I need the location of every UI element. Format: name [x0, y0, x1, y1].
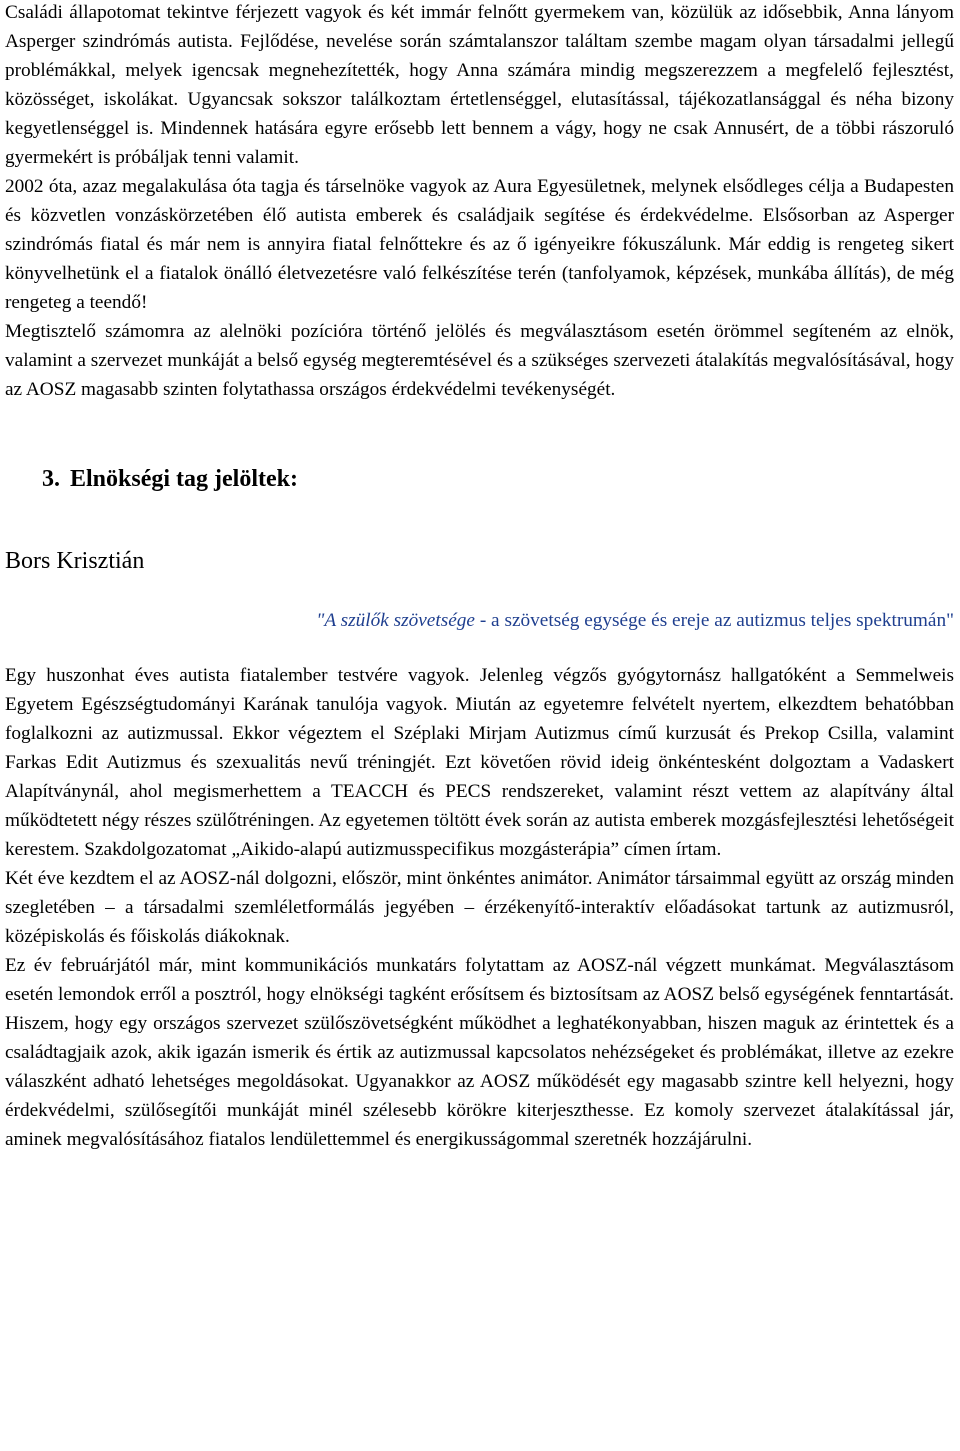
motto-rest-part: - a szövetség egysége és ereje az autizmus teljes spektrumán"	[475, 610, 954, 631]
candidate-motto	[5, 607, 954, 635]
motto-italic-part: "A szülők szövetsége	[316, 610, 475, 631]
bio-paragraph-1: Egy huszonhat éves autista fiatalember testvére vagyok. Jelenleg végzős gyógytornász hallgatóként a Semmelweis Egyetem Egészségtudományi Karának tanulója vagyok. Miután az egyetemre felvételt nyertem, elkezdtem behatóbban foglalkozni az autizmussal. Ekkor végeztem el Széplaki Mirjam Autizmus című kurzusát és Prekop Csilla, valamint Farkas Edit Autizmus és szexualitás nevű tréningjét. Ezt követően rövid ideig önkéntesként dolgoztam a Vadaskert Alapítványnál, ahol megismerhettem a TEACCH és PECS rendszereket, valamint részt vettem az alapítvány által működtetett négy részes szülőtréningen. Az egyetemen töltött évek során az autista emberek mozgásfejlesztési lehetőségeit kerestem. Szakdolgozatomat „Aikido-alapú autizmusspecifikus mozgásterápia” címen írtam.	[5, 665, 954, 860]
intro-section	[5, 0, 954, 404]
bio-paragraph-2: Két éve kezdtem el az AOSZ-nál dolgozni, először, mint önkéntes animátor. Animátor társaimmal együtt az ország minden szegletében – a társadalmi szemléletformálás jegyében – érzékenyítő-interaktív előadásokat tartunk az autizmusról, középiskolás és főiskolás diákoknak.	[5, 868, 954, 947]
section-title: Elnökségi tag jelöltek:	[70, 466, 298, 492]
candidate-bio	[5, 661, 954, 1154]
intro-paragraph-3: Megtisztelő számomra az alelnöki pozícióra történő jelölés és megválasztásom esetén örömmel segíteném az elnök, valamint a szervezet munkáját a belső egység megteremtésével és a szükséges szervezeti átalakítás megvalósításával, hogy az AOSZ magasabb szinten folytathassa országos érdekvédelmi tevékenységét.	[5, 321, 954, 400]
section-heading	[42, 464, 954, 494]
candidate-name: Bors Krisztián	[5, 548, 145, 574]
section-number: 3.	[42, 466, 60, 492]
intro-paragraph-2: 2002 óta, azaz megalakulása óta tagja és társelnöke vagyok az Aura Egyesületnek, melynek elsődleges célja a Budapesten és közvetlen vonzáskörzetében élő autista emberek és családjaik segítése és érdekvédelme. Elsősorban az Asperger szindrómás fiatal és már nem is annyira fiatal felnőttekre és az ő igényeikre fókuszálunk. Már eddig is rengeteg sikert könyvelhetünk el a fiatalok önálló életvezetésre való felkészítése terén (tanfolyamok, képzések, munkába állítás), de még rengeteg a teendő!	[5, 176, 954, 313]
intro-paragraph-1: Családi állapotomat tekintve férjezett vagyok és két immár felnőtt gyermekem van, közülük az idősebbik, Anna lányom Asperger szindrómás autista. Fejlődése, nevelése során számtalanszor találtam szembe magam olyan társadalmi jellegű problémákkal, melyek igencsak megnehezítették, hogy Anna számára mindig megszerezzem a megfelelő fejlesztést, közösséget, iskolákat. Ugyancsak sokszor találkoztam értetlenséggel, elutasítással, tájékozatlansággal és néha bizony kegyetlenséggel is. Mindennek hatására egyre erősebb lett bennem a vágy, hogy ne csak Annusért, de a többi rászoruló gyermekért is próbáljak tenni valamit.	[5, 2, 954, 168]
bio-paragraph-3: Ez év februárjától már, mint kommunikációs munkatárs folytattam az AOSZ-nál végzett munkámat. Megválasztásom esetén lemondok erről a posztról, hogy elnökségi tagként erősítsem és biztosítsam az AOSZ belső egységének fenntartását. Hiszem, hogy egy országos szervezet szülőszövetségként működhet a leghatékonyabban, hiszen maguk az érintettek és a családtagjaik azok, akik igazán ismerik és értik az autizmussal kapcsolatos nehézségeket és problémákat, illetve az ezekre válaszként adható lehetséges megoldásokat. Ugyanakkor az AOSZ működését egy magasabb szintre kell helyezni, hogy érdekvédelmi, szülősegítői munkáját minél szélesebb körökre kiterjeszthesse. Ez komoly szervezet átalakítással jár, aminek megvalósításához fiatalos lendülettemmel és energikusságommal szeretnék hozzájárulni.	[5, 955, 954, 1150]
